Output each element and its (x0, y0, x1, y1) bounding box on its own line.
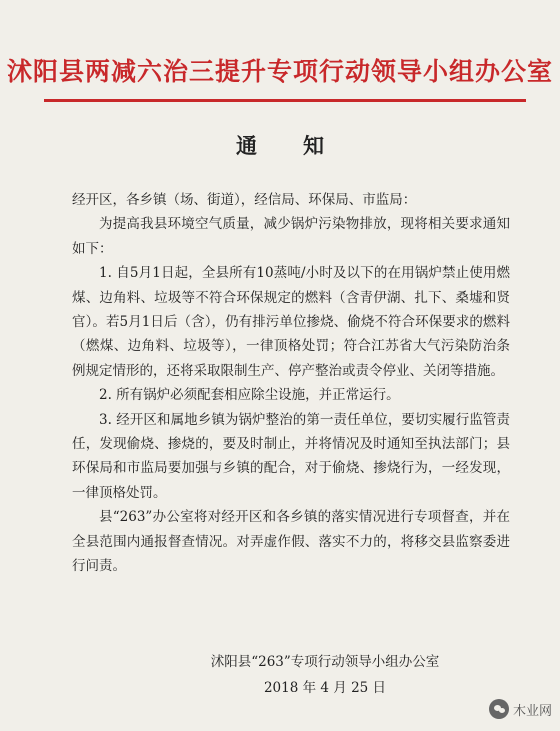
supervision-paragraph: 县“263”办公室将对经开区和各乡镇的落实情况进行专项督查，并在全县范围内通报督查情况。对弄虚作假、落实不力的，将移交县监察委进行问责。 (72, 509, 510, 575)
requirement-item-3: 3. 经开区和属地乡镇为锅炉整治的第一责任单位，要切实履行监管责任，发现偷烧、掺烧的，要及时制止，并将情况及时通知至执法部门；县环保局和市监局要加强与乡镇的配合，对于偷烧、掺烧行为，一经发现，一律顶格处罚。 (72, 411, 510, 501)
wechat-icon (489, 699, 509, 719)
notice-title (0, 130, 560, 160)
source-watermark (489, 699, 552, 719)
watermark-text: 木业网 (512, 703, 552, 719)
red-divider-line (44, 99, 526, 102)
requirement-item-1: 1. 自5月1日起，全县所有10蒸吨/小时及以下的在用锅炉禁止使用燃煤、边角料、垃圾等不符合环保规定的燃料（含青伊湖、扎下、桑墟和贤官）。若5月1日后（含），仍有排污单位掺烧、偷烧不符合环保要求的燃料（燃煤、边角料、垃圾等），一律顶格处罚；符合江苏省大气污染防治条例规定情形的，还将采取限制生产、停产整治或责令停业、关闭等措施。 (72, 265, 510, 379)
signature-organization: 沭阳县“263”专项行动领导小组办公室 (210, 654, 440, 670)
requirement-item-2: 2. 所有锅炉必须配套相应除尘设施，并正常运行。 (99, 387, 400, 404)
signature-date: 2018 年 4 月 25 日 (263, 680, 387, 696)
notice-title-right: 知 (303, 133, 324, 158)
issuing-office-header: 沭阳县两减六治三提升专项行动领导小组办公室 (6, 57, 553, 86)
notice-title-left: 通 (236, 133, 257, 158)
notice-body (72, 188, 510, 579)
intro-paragraph: 为提高我县环境空气质量，减少锅炉污染物排放，现将相关要求通知如下： (72, 216, 510, 257)
addressee-line: 经开区，各乡镇（场、街道），经信局、环保局、市监局： (72, 192, 417, 208)
